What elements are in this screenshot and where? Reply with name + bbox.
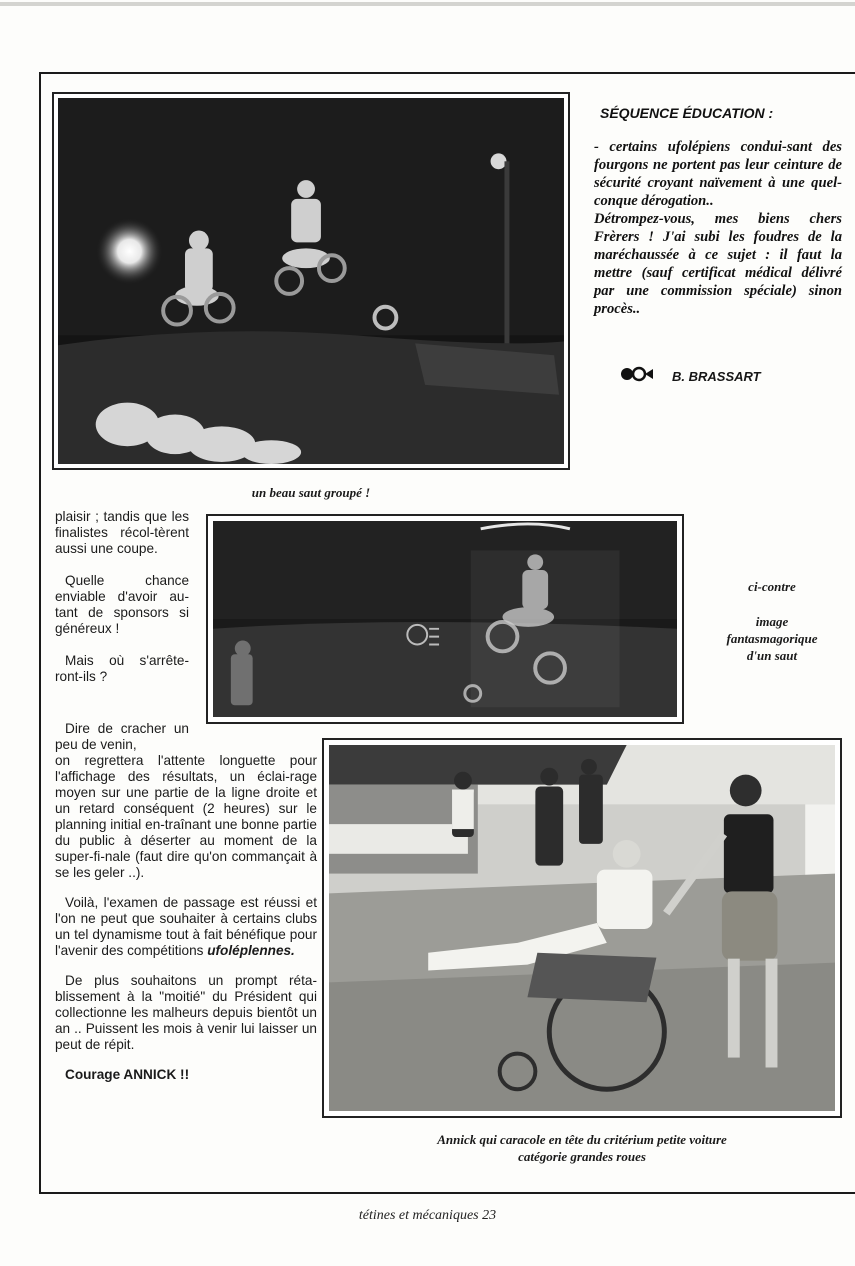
sequence-paragraph: Détrompez-vous, mes biens chers Frèrers ! J'ai subi les foudres de la maréchaussée à ce sujet : il faut la mettre (sauf certificat médical délivré par une commission spéciale) sinon procès.. [594, 211, 842, 317]
sequence-body [594, 138, 842, 318]
article-closing: Courage ANNICK !! [65, 1067, 190, 1082]
article-wish: De plus souhaitons un prompt réta-blissement à la "moitié" du Président qui collectionne les malheurs depuis bientôt un an .. Puissent les mois à venir lui laisser un peut de répit. [55, 973, 317, 1052]
caption-line: ci-contre [748, 579, 796, 594]
caption-line: catégorie grandes roues [518, 1149, 646, 1164]
article-exam-text: Voilà, l'examen de passage est réussi et l'on ne peut que souhaiter à certains clubs un tel dynamisme tout à fait bénéfique pour l'avenir des compétitions [55, 895, 317, 958]
caption-line: d'un saut [746, 648, 798, 663]
signature-name: B. BRASSART [672, 369, 761, 384]
caption-line: image [755, 614, 789, 629]
article-paragraph: plaisir ; tandis que les finalistes récol-tèrent aussi une coupe. [55, 509, 189, 556]
article-paragraph: Mais où s'arrête-ront-ils ? [55, 653, 189, 684]
article-wide-column [55, 721, 317, 1097]
photo-wheelchair-caption [322, 1131, 842, 1165]
signature [620, 366, 761, 387]
photo-ghost-jump-caption [700, 578, 844, 664]
article-exam-emphasis: ufoléplennes. [207, 943, 295, 958]
caption-line: fantasmagorique [726, 631, 818, 646]
article-venin-start: Dire de cracher un peu de venin, [55, 721, 189, 752]
photo-ghost-jump [206, 514, 684, 724]
article-paragraph: Quelle chance enviable d'avoir au-tant de sponsors si généreux ! [55, 573, 189, 636]
sequence-paragraph: - certains ufolépiens condui-sant des fourgons ne portent pas leur ceinture de sécurité croyant naïvement à une quel-conque dérogation.. [594, 139, 842, 209]
photo-night-jump-caption: un beau saut groupé ! [251, 485, 371, 500]
page-footer: tétines et mécaniques 23 [358, 1208, 497, 1223]
photo-night-jump [52, 92, 570, 470]
article-narrow-column [55, 509, 189, 701]
article-venin-rest: on regrettera l'attente longuette pour l'affichage des résultats, un éclai-rage moyen sur une partie de la ligne droite et un retard conséquent (2 heures) sur le planning initial en-traînant une bonne partie du public à déserter au moment de la super-fi-nale (faut dire qu'on commançait à se les geler ..). [55, 753, 317, 880]
photo-wheelchair [322, 738, 842, 1118]
sequence-title: SÉQUENCE ÉDUCATION : [600, 105, 774, 121]
page-top-line [0, 2, 855, 6]
caption-line: Annick qui caracole en tête du critérium petite voiture [437, 1132, 727, 1147]
pointing-hand-icon [620, 366, 654, 387]
